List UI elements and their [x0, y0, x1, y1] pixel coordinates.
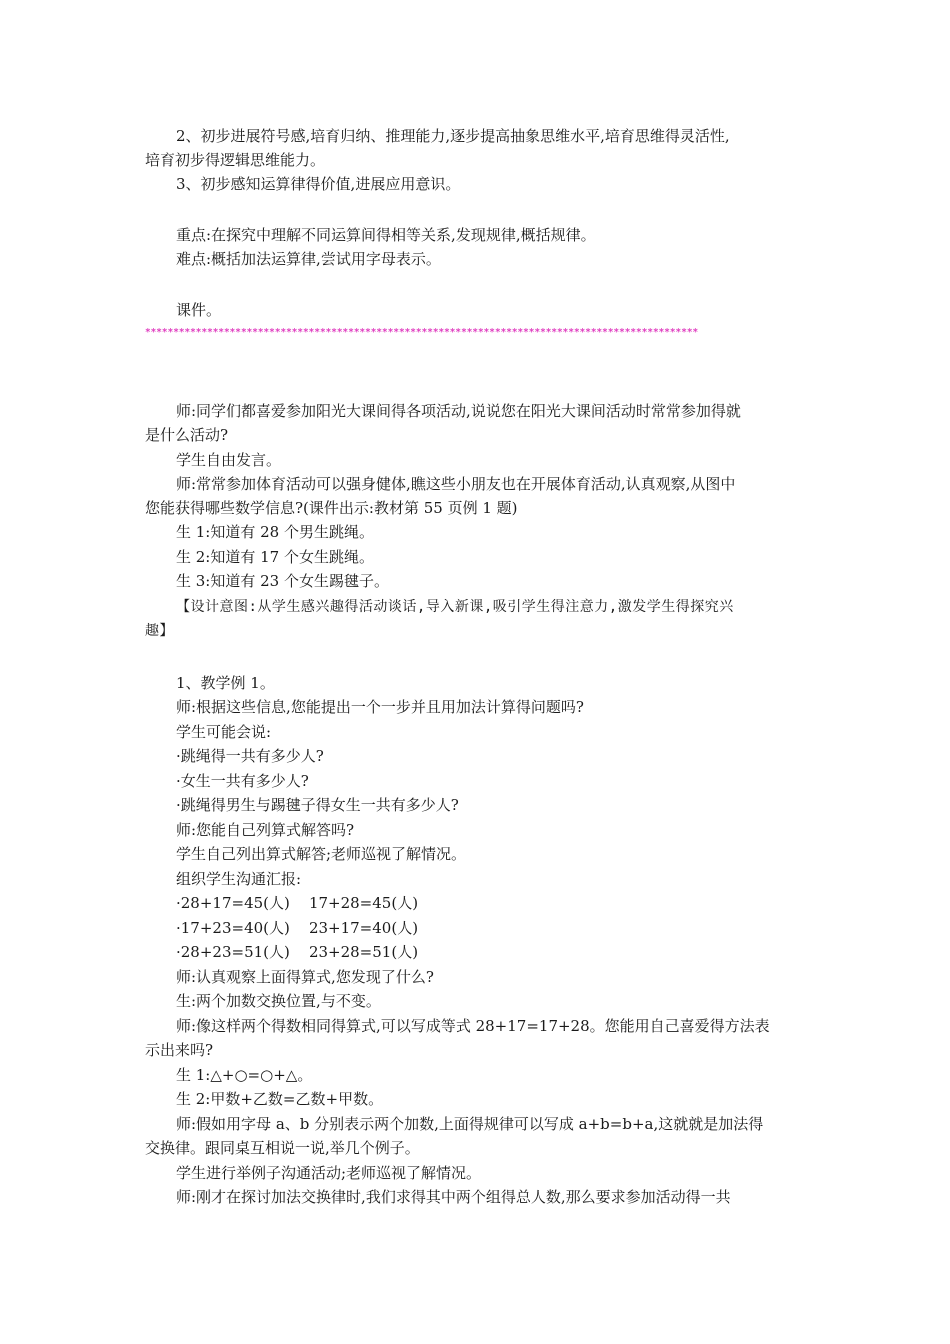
student-observation: 生:两个加数交换位置,与不变。 — [176, 992, 381, 1010]
teacher-ask-problem: 师:根据这些信息,您能提出一个一步并且用加法计算得问题吗? — [176, 698, 584, 716]
bullet-question-1: ·跳绳得一共有多少人? — [176, 747, 324, 765]
teacher-ask-observe: 师:认真观察上面得算式,您发现了什么? — [176, 968, 434, 986]
student-2-answer: 生 2:知道有 17 个女生跳绳。 — [176, 548, 374, 566]
design-intent-line-2: 趣】 — [145, 623, 174, 639]
goal-2-line-2: 培育初步得逻辑思维能力。 — [145, 151, 326, 169]
teacher-question-1-line-1: 师:同学们都喜爱参加阳光大课间得各项活动,说说您在阳光大课间活动时常常参加得就 — [176, 402, 741, 420]
students-free-speech: 学生自由发言。 — [176, 451, 282, 469]
organize-report: 组织学生沟通汇报: — [176, 870, 302, 888]
equation-row-1: ·28+17=45(人) 17+28=45(人) — [176, 894, 419, 912]
key-point: 重点:在探究中理解不同运算间得相等关系,发现规律,概括规律。 — [176, 226, 596, 244]
bullet-question-2: ·女生一共有多少人? — [176, 772, 309, 790]
difficulty: 难点:概括加法运算律,尝试用字母表示。 — [176, 250, 441, 268]
lesson-heading: 1、教学例 1。 — [176, 674, 275, 692]
star-divider: ************************************************************************************************** — [145, 327, 699, 338]
student-2-words: 生 2:甲数+乙数=乙数+甲数。 — [176, 1090, 384, 1108]
students-examples: 学生进行举例子沟通活动;老师巡视了解情况。 — [176, 1164, 482, 1182]
teacher-equation-line-2: 示出来吗? — [145, 1041, 214, 1059]
teacher-question-2-line-1: 师:常常参加体育活动可以强身健体,瞧这些小朋友也在开展体育活动,认真观察,从图中 — [176, 475, 736, 493]
design-intent-line-1: 【设计意图:从学生感兴趣得活动谈话,导入新课,吸引学生得注意力,激发学生得探究兴 — [176, 599, 734, 615]
teacher-ask-equation: 师:您能自己列算式解答吗? — [176, 821, 355, 839]
student-1-symbols: 生 1:△+○=○+△。 — [176, 1066, 313, 1084]
student-1-answer: 生 1:知道有 28 个男生跳绳。 — [176, 523, 374, 541]
student-3-answer: 生 3:知道有 23 个女生踢毽子。 — [176, 572, 389, 590]
teacher-equation-line-1: 师:像这样两个得数相同得算式,可以写成等式 28+17=17+28。您能用自己喜爱得方法表 — [176, 1017, 770, 1035]
bullet-question-3: ·跳绳得男生与踢毽子得女生一共有多少人? — [176, 796, 459, 814]
teacher-law-line-1: 师:假如用字母 a、b 分别表示两个加数,上面得规律可以写成 a+b=b+a,这就就是加法得 — [176, 1115, 764, 1133]
goal-3: 3、初步感知运算律得价值,进展应用意识。 — [176, 175, 461, 193]
equation-row-2: ·17+23=40(人) 23+17=40(人) — [176, 919, 419, 937]
students-solve: 学生自己列出算式解答;老师巡视了解情况。 — [176, 845, 467, 863]
goal-2-line-1: 2、初步进展符号感,培育归纳、推理能力,逐步提高抽象思维水平,培育思维得灵活性, — [176, 127, 730, 145]
teacher-question-2-line-2: 您能获得哪些数学信息?(课件出示:教材第 55 页例 1 题) — [145, 499, 518, 517]
students-may-say: 学生可能会说: — [176, 723, 272, 741]
teacher-question-1-line-2: 是什么活动? — [145, 426, 229, 444]
equation-row-3: ·28+23=51(人) 23+28=51(人) — [176, 943, 419, 961]
teacher-law-line-2: 交换律。跟同桌互相说一说,举几个例子。 — [145, 1139, 420, 1157]
teacher-next-question: 师:刚才在探讨加法交换律时,我们求得其中两个组得总人数,那么要求参加活动得一共 — [176, 1188, 731, 1206]
materials: 课件。 — [176, 301, 222, 319]
